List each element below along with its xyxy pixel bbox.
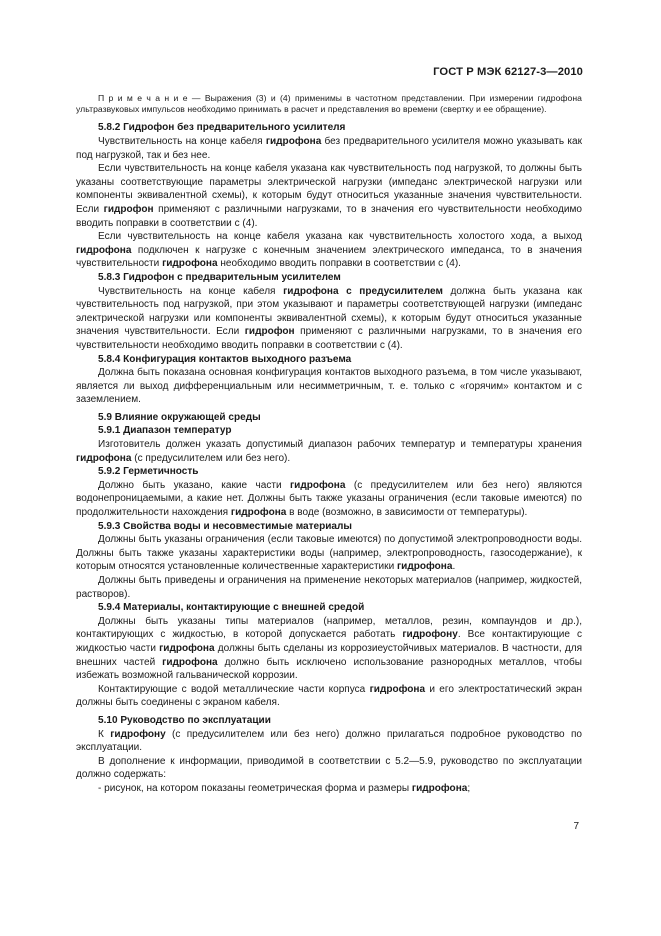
section-5-9-title: 5.9 Влияние окружающей среды <box>98 411 261 423</box>
section-5-10-title: 5.10 Руководство по эксплуатации <box>98 714 271 726</box>
paragraph: В дополнение к информации, приводимой в соответствии с 5.2—5.9, руководство по эксплуатации должно содержать: <box>76 755 582 781</box>
note-paragraph <box>76 93 582 115</box>
paragraph: Должна быть показана основная конфигурация контактов выходного разъема, в том числе указывают, является ли выход дифференциальным или несимметричным, т. е. только с «горячим» контактом и с заземлением. <box>76 367 582 406</box>
paragraph: Контактирующие с водой металлические части корпуса гидрофона и его электростатический экран должны быть соединены с экраном кабеля. <box>76 683 583 709</box>
paragraph: Чувствительность на конце кабеля гидрофона без предварительного усилителя можно указывать как под нагрузкой, так и без нее. <box>76 136 582 161</box>
paragraph: Если чувствительность на конце кабеля указана как чувствительность холостого хода, а выход гидрофона подключен к нагрузке с конечным значением электрического импеданса, то в значения чувствительности гидрофона необходимо вводить поправки в соответствии с (4). <box>76 231 582 270</box>
paragraph: Чувствительность на конце кабеля гидрофона с предусилителем должна быть указана как чувствительность под нагрузкой, при этом указывают и параметры соответствующей нагрузки (импеданс электрической нагрузки или компоненты эквивалентной схемы), к которым будут относиться указанные значения чувствительности. Если гидрофон применяют с различными нагрузками, то в значения его чувствительности необходимо вводить поправки в соответствии с (4). <box>76 285 582 351</box>
paragraph: Если чувствительность на конце кабеля указана как чувствительность под нагрузкой, то должны быть указаны соответствующие параметры электрической нагрузки (импеданс электрической нагрузки или компоненты эквивалентной схемы), к которым будут относиться указанные значения чувствительности. Если гидрофон применяют с различными нагрузками, то в значения его чувствительности необходимо вводить поправки в соответствии с (4). <box>76 163 582 229</box>
list-item: - рисунок, на котором показаны геометрическая форма и размеры гидрофона; <box>98 782 471 794</box>
paragraph: Должно быть указано, какие части гидрофона (с предусилителем или без него) являются водонепроницаемыми, а какие нет. Должны быть также указаны ограничения (если таковые имеются) по продолжительности нахождения гидрофона в воде (возможно, в зависимости от температуры). <box>76 479 583 519</box>
section-5-9-1-title: 5.9.1 Диапазон температур <box>98 425 232 437</box>
note-text: — Выражения (3) и (4) применимы в частотном представлении. При измерении гидрофона ультразвуковых импульсов необходимо принимать в расчет и представления во времени (свертку и ее обращение). <box>76 93 582 115</box>
document-id: ГОСТ Р МЭК 62127-3—2010 <box>433 66 583 78</box>
section-5-9-2-title: 5.9.2 Герметичность <box>98 466 199 478</box>
paragraph: Должны быть указаны ограничения (если таковые имеются) по допустимой электропроводности воды. Должны быть также указаны характеристики воды (например, электропроводность, газосодержание), к которым относятся установленные количественные характеристики гидрофона. <box>76 534 582 573</box>
section-5-9-4-title: 5.9.4 Материалы, контактирующие с внешней средой <box>98 602 365 614</box>
section-5-8-2-title: 5.8.2 Гидрофон без предварительного усилителя <box>98 122 346 134</box>
note-label: П р и м е ч а н и е <box>98 93 188 103</box>
page-content <box>76 93 582 796</box>
paragraph: Должны быть приведены и ограничения на применение некоторых материалов (например, жидкостей, растворов). <box>76 575 582 600</box>
paragraph: К гидрофону (с предусилителем или без него) должно прилагаться подробное руководство по эксплуатации. <box>76 728 582 754</box>
section-5-8-4-title: 5.8.4 Конфигурация контактов выходного разъема <box>98 353 352 365</box>
section-5-8-3-title: 5.8.3 Гидрофон с предварительным усилителем <box>98 271 341 283</box>
paragraph: Должны быть указаны типы материалов (например, металлов, резин, компаундов и др.), контактирующих с жидкостью, в которой допускается работать гидрофону. Все контактирующие с жидкостью части гидрофона должны быть сделаны из коррозиеустойчивых материалов. В частности, для внешних частей гидрофона должно быть исключено использование разнородных металлов, чтобы избежать возможной гальванической коррозии. <box>76 615 583 682</box>
page-number: 7 <box>573 821 579 832</box>
section-5-9-3-title: 5.9.3 Свойства воды и несовместимые материалы <box>98 520 352 532</box>
paragraph: Изготовитель должен указать допустимый диапазон рабочих температур и температуры хранения гидрофона (с предусилителем или без него). <box>76 439 582 464</box>
